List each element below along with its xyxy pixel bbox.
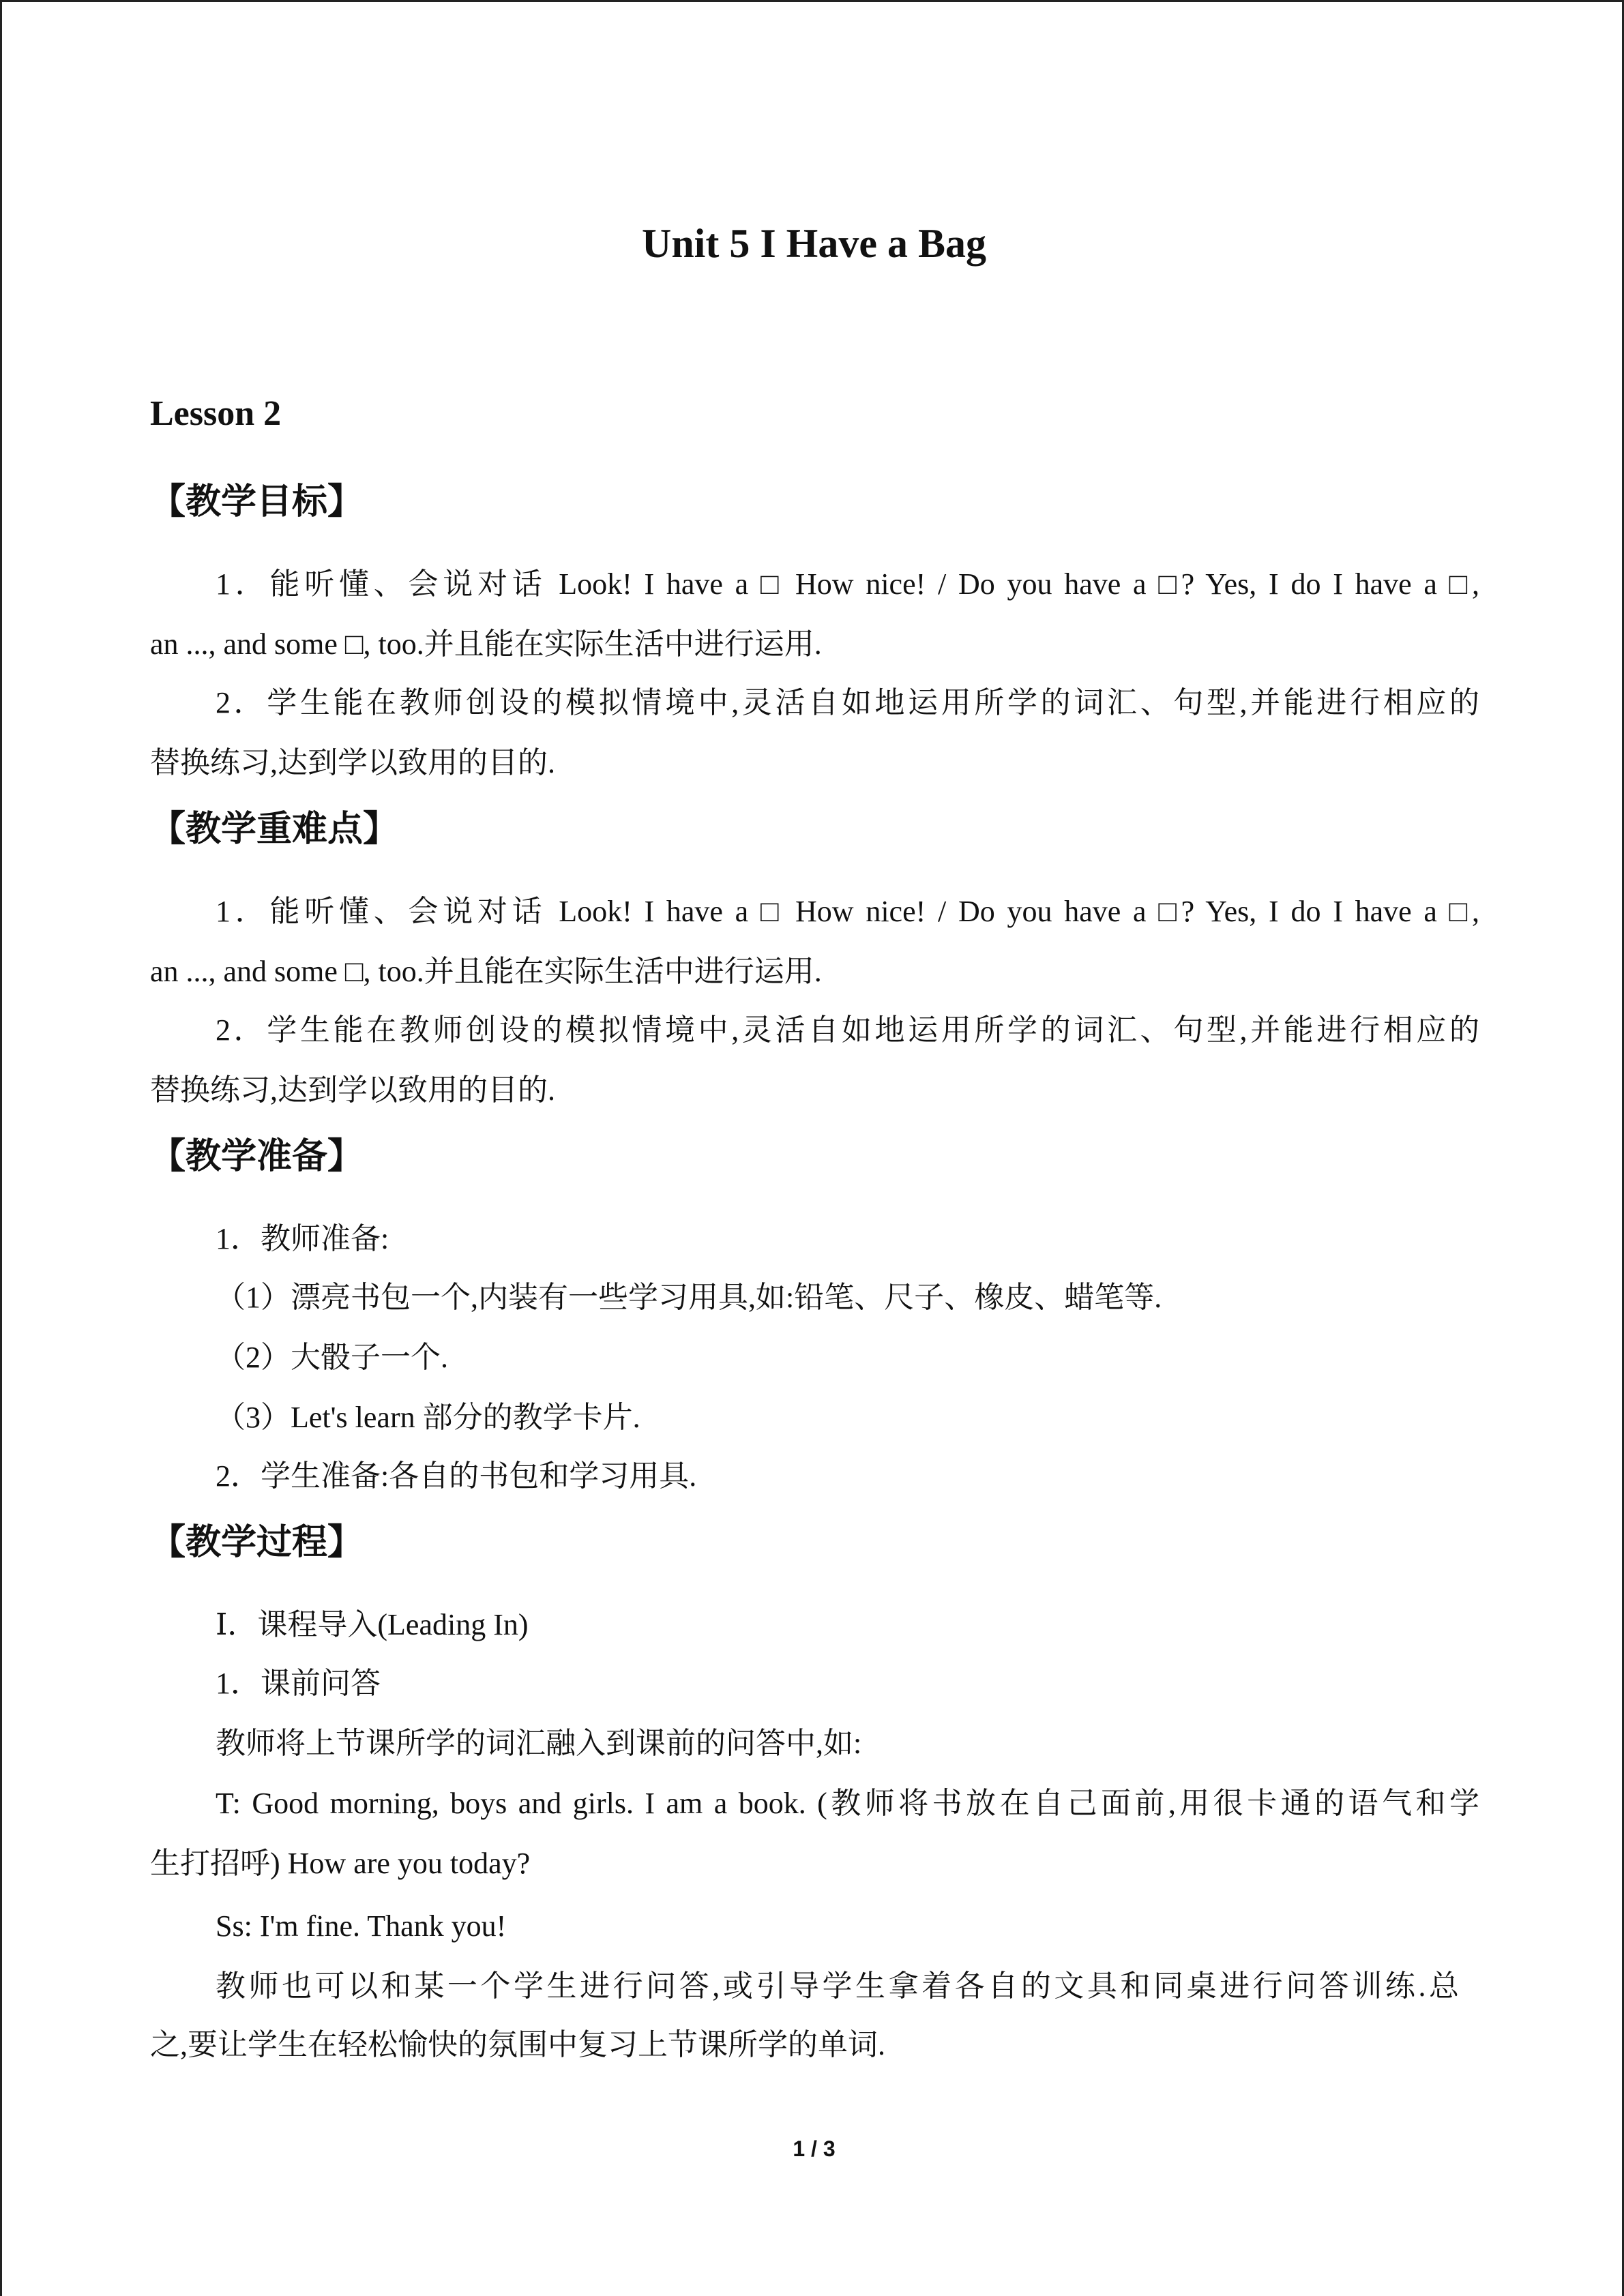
lesson-label: Lesson 2	[150, 394, 282, 433]
process-line-1: Ⅰ．课程导入(Leading In)	[216, 1608, 529, 1641]
preparation-line-3: （2）大骰子一个.	[216, 1341, 448, 1374]
key-points-line-2: an ..., and some □, too.并且能在实际生活中进行运用.	[150, 955, 822, 988]
key-points-line-4: 替换练习,达到学以致用的目的.	[150, 1073, 555, 1107]
preparation-line-4: （3）Let's learn 部分的教学卡片.	[216, 1401, 640, 1434]
preparation-line-2: （1）漂亮书包一个,内装有一些学习用具,如:铅笔、尺子、橡皮、蜡笔等.	[216, 1281, 1162, 1314]
process-line-6: Ss: I'm fine. Thank you!	[216, 1909, 507, 1943]
preparation-line-1: 1．教师准备:	[216, 1222, 389, 1255]
objectives-line-3: 2．学生能在教师创设的模拟情境中,灵活自如地运用所学的词汇、句型,并能进行相应的	[216, 686, 1479, 719]
process-line-8: 之,要让学生在轻松愉快的氛围中复习上节课所学的单词.	[150, 2028, 885, 2061]
document-title: Unit 5 I Have a Bag	[641, 221, 987, 266]
key-points-line-1: 1．能听懂、会说对话 Look! I have a □ How nice! / Do you have a □? Yes, I do I have a □,	[216, 895, 1479, 928]
key-points-line-3: 2．学生能在教师创设的模拟情境中,灵活自如地运用所学的词汇、句型,并能进行相应的	[216, 1013, 1479, 1047]
section-heading-preparation: 【教学准备】	[150, 1136, 364, 1177]
section-heading-process: 【教学过程】	[150, 1522, 364, 1563]
objectives-line-2: an ..., and some □, too.并且能在实际生活中进行运用.	[150, 627, 822, 661]
objectives-line-1: 1．能听懂、会说对话 Look! I have a □ How nice! / Do you have a □? Yes, I do I have a □,	[216, 567, 1479, 601]
process-line-3: 教师将上节课所学的词汇融入到课前的问答中,如:	[216, 1727, 862, 1760]
page-number: 1 / 3	[793, 2136, 836, 2161]
objectives-line-4: 替换练习,达到学以致用的目的.	[150, 746, 555, 779]
preparation-line-5: 2．学生准备:各自的书包和学习用具.	[216, 1459, 697, 1493]
section-heading-objectives: 【教学目标】	[150, 481, 364, 522]
process-line-4: T: Good morning, boys and girls. I am a book. (教师将书放在自己面前,用很卡通的语气和学	[216, 1787, 1479, 1820]
process-line-7: 教师也可以和某一个学生进行问答,或引导学生拿着各自的文具和同桌进行问答训练.总	[216, 1969, 1459, 2003]
section-heading-key-points: 【教学重难点】	[150, 809, 399, 850]
process-line-5: 生打招呼) How are you today?	[150, 1847, 531, 1880]
process-line-2: 1．课前问答	[216, 1667, 381, 1700]
